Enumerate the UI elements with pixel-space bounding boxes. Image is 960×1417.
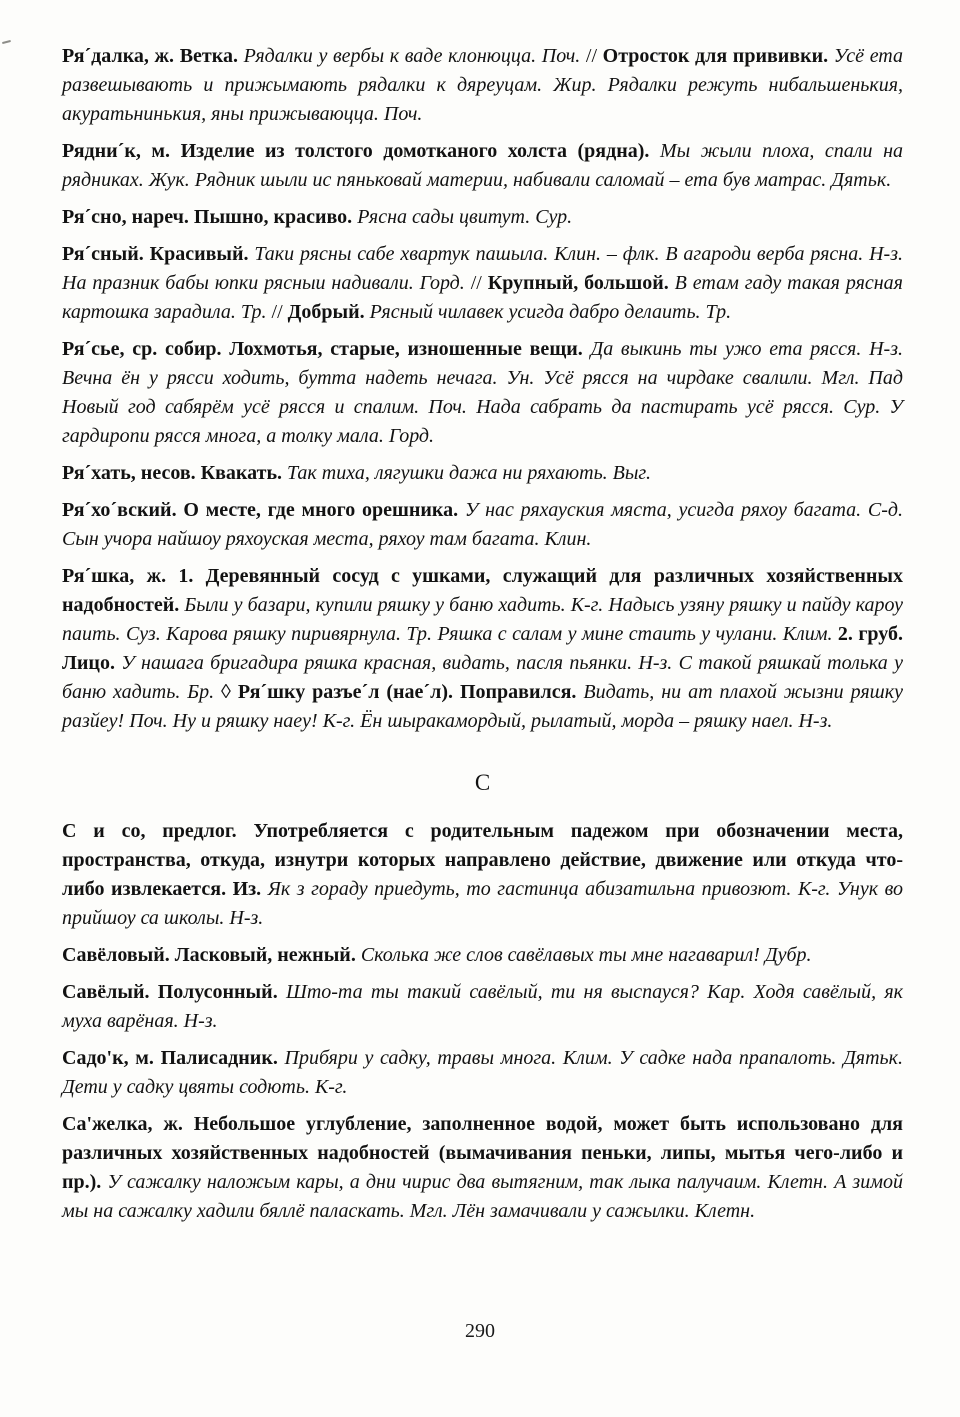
example-quote-text: В етам гаду такая рясная картошка зарадила. Тр. bbox=[62, 272, 903, 323]
example-quote-text: Рядалки у вербы к ваде клонюцца. Поч. bbox=[243, 45, 586, 67]
example-quote-text: Видать, ни ат плахой жызни ряшку разйеу! Поч. Ну и ряшку наеу! К-г. Ён шыракамордый, рылатый, морда – ряшку наел. Н-з. bbox=[62, 681, 904, 732]
example-quote-text: Да выкинь ты ужо ета рясся. Н-з. Вечна ён у рясси ходить, бутта надеть нечага. Ун. Усё рясся на чирдаке свалили. Мгл. Пад Новый год сабярём усё рясся и спалим. Поч. Нада сабрать да пастирать усё рясся. Сур. У гардиропи рясся многа, а толку мала. Горд. bbox=[62, 338, 903, 447]
example-quote-text: Усё ета развешывають и прижымають рядалки к дяреуцам. Жир. Рядалки режуть нибальшенькия, акуратьнинькия, яны прижываюцца. Поч. bbox=[62, 45, 903, 125]
entries-section-r bbox=[62, 42, 903, 736]
example-quote-text: Як з гораду приедуть, то гастинца абизатильна привозют. К-г. Унук во прийшоу са школы. Н-з. bbox=[62, 878, 904, 929]
example-quote-text: Таки рясны сабе хвартук пашыла. Клин. – флк. В агароди верба рясна. Н-з. На празник бабы юпки рясныи надивали. Горд. bbox=[62, 243, 903, 294]
headword-definition-text: Савёлый. Полусонный. bbox=[62, 981, 286, 1003]
headword-definition-text: Рядни´к, м. Изделие из толстого домотканого холста (рядна). bbox=[62, 140, 660, 162]
example-quote-text: Были у базари, купили ряшку у баню хадить. К-г. Надысь узяну ряшку и пайду кароу паить. Суз. Карова ряшку пиривярнула. Тр. Ряшка с салам у мине стаить у чулани. Клим. bbox=[62, 594, 903, 645]
headword-definition-text: Ря´шку разъе´л (нае´л). Поправился. bbox=[237, 681, 584, 703]
page-number: 290 bbox=[465, 1320, 495, 1342]
headword-definition-text: Отросток для прививки. bbox=[602, 45, 834, 67]
scan-speck bbox=[2, 40, 11, 44]
dictionary-entry bbox=[62, 817, 903, 933]
headword-definition-text: Ря´сно, нареч. Пышно, красиво. bbox=[62, 206, 358, 228]
example-quote-text: Рясна сады цвитут. Сур. bbox=[357, 206, 573, 228]
dictionary-entry bbox=[62, 1110, 903, 1226]
example-quote-text: Што-та ты такий савёлый, ти ня выспауся? Кар. Ходя савёлый, як муха варёная. Н-з. bbox=[62, 981, 903, 1032]
section-letter-heading: С bbox=[474, 770, 491, 795]
example-quote-text: Мы жыли плоха, спали на рядниках. Жук. Рядник шыли ис пяньковай материи, набивали саломай – ета був матрас. Дятьк. bbox=[62, 140, 903, 191]
dictionary-entry bbox=[62, 1044, 903, 1102]
headword-definition-text: Са'желка, ж. Небольшое углубление, заполненное водой, может быть использовано для различных хозяйственных надобностей (вымачивания пеньки, липы, мытья чего-либо и пр.). bbox=[62, 1113, 903, 1193]
dictionary-entry bbox=[62, 459, 903, 488]
dictionary-entry bbox=[62, 496, 903, 554]
dictionary-entry bbox=[62, 941, 903, 970]
sense-separator: // bbox=[470, 272, 488, 294]
entries-section-s bbox=[62, 817, 903, 1226]
headword-definition-text: 2. груб. Лицо. bbox=[62, 623, 903, 674]
dictionary-entry bbox=[62, 562, 903, 736]
example-quote-text: Так тиха, лягушки дажа ни ряхають. Выг. bbox=[287, 462, 651, 484]
headword-definition-text: Добрый. bbox=[287, 301, 370, 323]
headword-definition-text: Ря´хать, несов. Квакать. bbox=[62, 462, 288, 484]
headword-definition-text: Ря´сье, ср. собир. Лохмотья, старые, изношенные вещи. bbox=[62, 338, 591, 360]
sense-separator: ◊ bbox=[221, 681, 238, 703]
dictionary-entry bbox=[62, 240, 903, 327]
headword-definition-text: Ря´далка, ж. Ветка. bbox=[62, 45, 244, 67]
dictionary-entry bbox=[62, 42, 903, 129]
example-quote-text: Прибяри у садку, травы многа. Клим. У садке нада прапалоть. Дятьк. Дети у садку цвяты содють. К-г. bbox=[62, 1047, 903, 1098]
text-column bbox=[62, 42, 903, 1234]
headword-definition-text: Ря´шка, ж. 1. Деревянный сосуд с ушками, служащий для различных хозяйственных надобностей. bbox=[62, 565, 903, 616]
example-quote-text: У нашага бригадира ряшка красная, видать, пасля пьянки. Н-з. С такой ряшкай толька у баню хадить. Бр. bbox=[62, 652, 903, 703]
headword-definition-text: С и со, предлог. Употребляется с родительным падежом при обозначении места, пространства, откуда, изнутри которых направлено действие, движение или откуда что-либо извлекается. Из. bbox=[62, 820, 903, 900]
example-quote-text: У нас ряхауския мяста, усигда ряхоу багата. С-д. Сын учора найшоу ряхоуская места, ряхоу там багата. Клин. bbox=[62, 499, 903, 550]
headword-definition-text: Савёловый. Ласковый, нежный. bbox=[62, 944, 361, 966]
dictionary-entry bbox=[62, 335, 903, 451]
sense-separator: // bbox=[585, 45, 603, 67]
headword-definition-text: Крупный, большой. bbox=[487, 272, 675, 294]
example-quote-text: Рясный чилавек усигда дабро делаить. Тр. bbox=[369, 301, 732, 323]
dictionary-entry bbox=[62, 137, 903, 195]
headword-definition-text: Ря´хо´вский. О месте, где много орешника. bbox=[62, 499, 465, 521]
sense-separator: // bbox=[271, 301, 288, 323]
dictionary-entry bbox=[62, 978, 903, 1036]
dictionary-entry bbox=[62, 203, 903, 232]
example-quote-text: У сажалку наложым кары, а дни чирис два вытягним, так лыка палучаим. Клетн. А зимой мы на сажалку хадили бяллё паласкать. Мгл. Лён замачивали у сажылки. Клетн. bbox=[62, 1171, 904, 1222]
headword-definition-text: Ря´сный. Красивый. bbox=[62, 243, 255, 265]
example-quote-text: Сколька же слов савёлавых ты мне нагаварил! Дубр. bbox=[360, 944, 812, 966]
headword-definition-text: Садо'к, м. Палисадник. bbox=[62, 1047, 285, 1069]
